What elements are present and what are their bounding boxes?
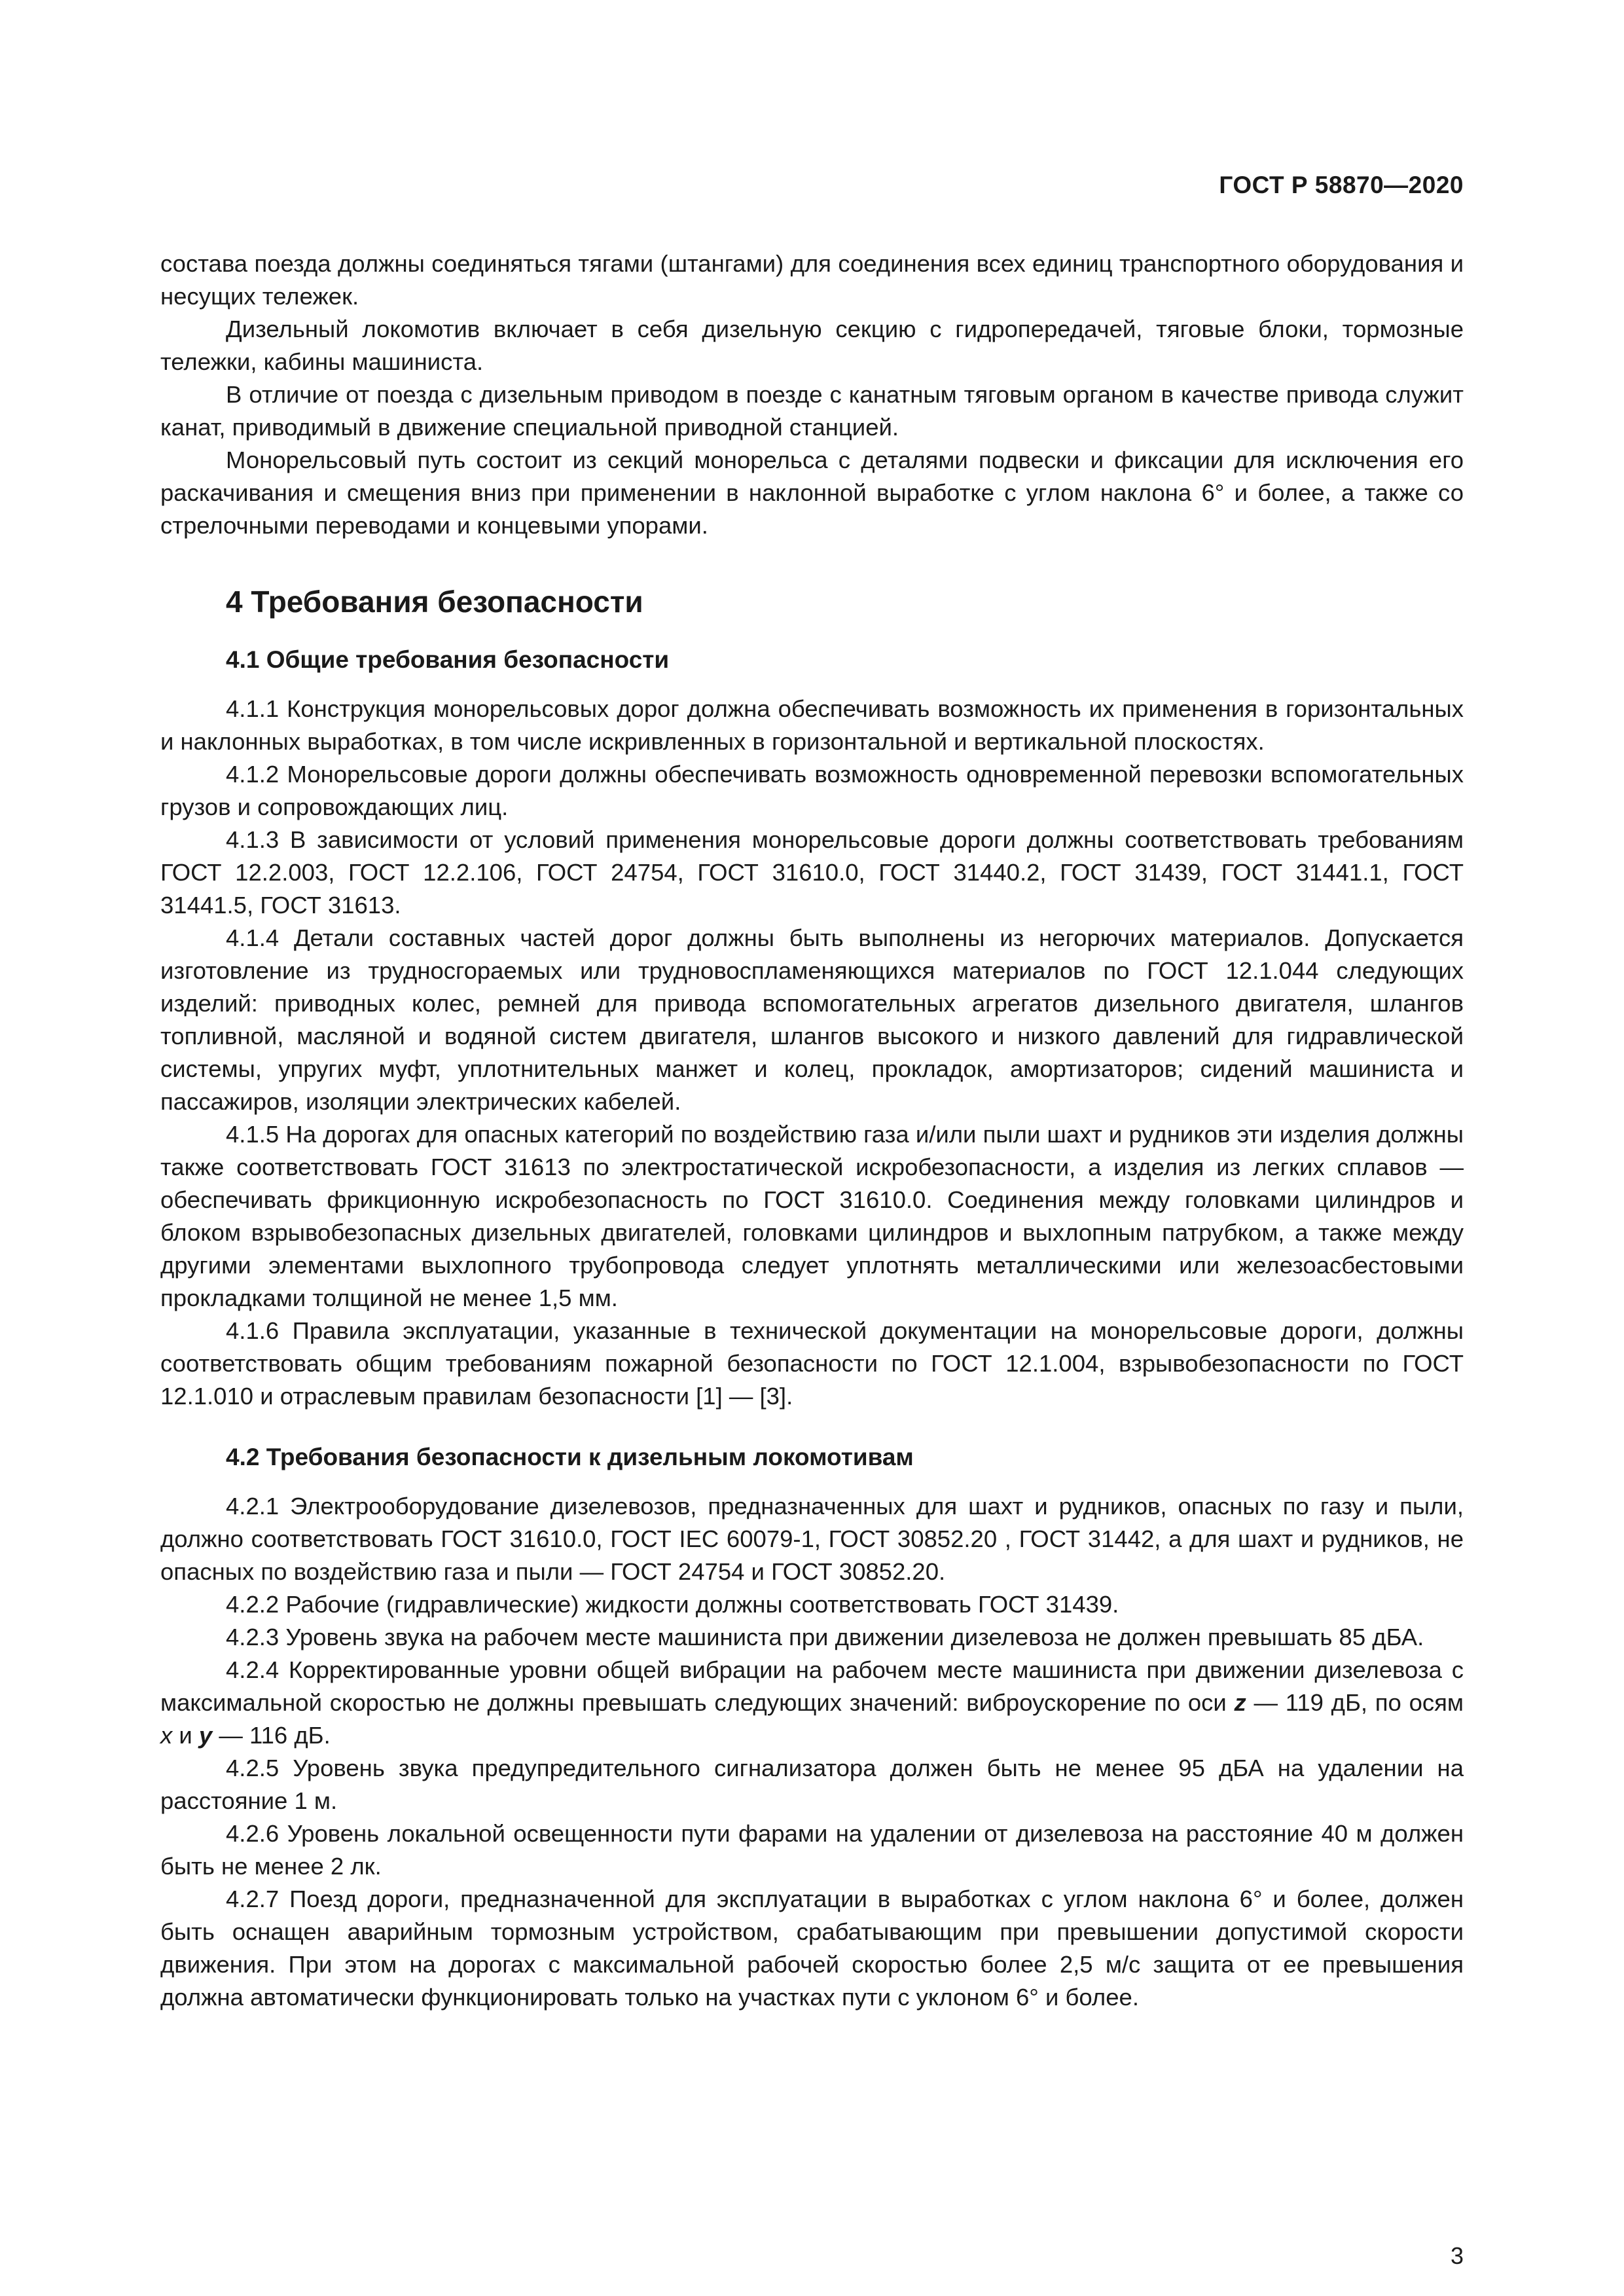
clause-4-1-5: 4.1.5 На дорогах для опасных категорий по воздействию газа и/или пыли шахт и рудников эти изделия должны также соответствовать ГОСТ 31613 по электростатической искробезопасности, а изделия из легких сплавов — обеспечивать фрикционную искробезопасность по ГОСТ 31610.0. Соединения между головками цилиндров и блоком взрывобезопасных дизельных двигателей, головками цилиндров и выхлопным патрубком, а также между другими элементами выхлопного трубопровода следует уплотнять металлическими или железоасбестовыми прокладками толщиной не менее 1,5 мм. (160, 1121, 1464, 1311)
axis-z-label: z (1234, 1689, 1246, 1716)
subsection-heading: 4.2 Требования безопасности к дизельным локомотивам (226, 1444, 914, 1470)
clause-4-2-5: 4.2.5 Уровень звука предупредительного сигнализатора должен быть не менее 95 дБА на удалении на расстояние 1 м. (160, 1755, 1464, 1814)
paragraph: В отличие от поезда с дизельным приводом в поезде с канатным тяговым органом в качестве привода служит канат, приводимый в движение специальной приводной станцией. (160, 381, 1464, 441)
clause-text: — 116 дБ. (212, 1722, 331, 1749)
document-code: ГОСТ Р 58870—2020 (1219, 172, 1464, 198)
subsection-heading: 4.1 Общие требования безопасности (226, 646, 670, 673)
clause-4-2-2: 4.2.2 Рабочие (гидравлические) жидкости должны соответствовать ГОСТ 31439. (226, 1591, 1119, 1618)
clause-4-1-3: 4.1.3 В зависимости от условий применения монорельсовые дороги должны соответствовать требованиям ГОСТ 12.2.003, ГОСТ 12.2.106, ГОСТ 24754, ГОСТ 31610.0, ГОСТ 31440.2, ГОСТ 31439, ГОСТ 31441.1, ГОСТ 31441.5, ГОСТ 31613. (160, 826, 1464, 919)
clause-4-1-6: 4.1.6 Правила эксплуатации, указанные в технической документации на монорельсовые дороги, должны соответствовать общим требованиям пожарной безопасности по ГОСТ 12.1.004, взрывобезопасности по ГОСТ 12.1.010 и отраслевым правилам безопасности [1] — [3]. (160, 1317, 1464, 1410)
axis-y-label: y (198, 1722, 213, 1749)
page-number: 3 (1450, 2242, 1464, 2269)
paragraph: состава поезда должны соединяться тягами (штангами) для соединения всех единиц транспортного оборудования и несущих тележек. (160, 250, 1464, 310)
clause-text: — 119 дБ, по осям (1246, 1689, 1464, 1716)
clause-4-1-4: 4.1.4 Детали составных частей дорог должны быть выполнены из негорючих материалов. Допускается изготовление из трудносгораемых или трудновоспламеняющихся материалов по ГОСТ 12.1.044 следующих изделий: приводных колес, ремней для привода вспомогательных агрегатов дизельного двигателя, шлангов топливной, масляной и водяной систем двигателя, шлангов высокого и низкого давлений для гидравлической системы, упругих муфт, уплотнительных манжет и колец, прокладок, амортизаторов; сидений машиниста и пассажиров, изоляции электрических кабелей. (160, 924, 1464, 1115)
section-heading: 4 Требования безопасности (226, 585, 643, 619)
axis-x-label: x (160, 1722, 173, 1749)
clause-4-2-1: 4.2.1 Электрооборудование дизелевозов, предназначенных для шахт и рудников, опасных по газу и пыли, должно соответствовать ГОСТ 31610.0, ГОСТ IEC 60079-1, ГОСТ 30852.20 , ГОСТ 31442, а для шахт и рудников, не опасных по воздействию газа и пыли — ГОСТ 24754 и ГОСТ 30852.20. (160, 1493, 1464, 1585)
paragraph: Монорельсовый путь состоит из секций монорельса с деталями подвески и фиксации для исключения его раскачивания и смещения вниз при применении в наклонной выработке с углом наклона 6° и более, а также со стрелочными переводами и концевыми упорами. (160, 446, 1464, 539)
clause-4-1-1: 4.1.1 Конструкция монорельсовых дорог должна обеспечивать возможность их применения в горизонтальных и наклонных выработках, в том числе искривленных в горизонтальной и вертикальной плоскостях. (160, 695, 1464, 755)
clause-4-2-3: 4.2.3 Уровень звука на рабочем месте машиниста при движении дизелевоза не должен превышать 85 дБА. (226, 1624, 1424, 1650)
page-content (160, 247, 1464, 2014)
clause-4-1-2: 4.1.2 Монорельсовые дороги должны обеспечивать возможность одновременной перевозки вспомогательных грузов и сопровождающих лиц. (160, 761, 1464, 820)
clause-4-2-4 (160, 1654, 1464, 1752)
clause-4-2-7: 4.2.7 Поезд дороги, предназначенной для эксплуатации в выработках с углом наклона 6° и более, должен быть оснащен аварийным тормозным устройством, срабатывающим при превышении допустимой скорости движения. При этом на дорогах с максимальной рабочей скоростью более 2,5 м/с защита от ее превышения должна автоматически функционировать только на участках пути с уклоном 6° и более. (160, 1886, 1464, 2011)
clause-text: и (172, 1722, 199, 1749)
clause-text: 4.2.4 Корректированные уровни общей вибрации на рабочем месте машиниста при движении дизелевоза с максимальной скоростью не должны превышать следующих значений: виброускорение по оси (160, 1656, 1464, 1716)
clause-4-2-6: 4.2.6 Уровень локальной освещенности пути фарами на удалении от дизелевоза на расстояние 40 м должен быть не менее 2 лк. (160, 1820, 1464, 1880)
paragraph: Дизельный локомотив включает в себя дизельную секцию с гидропередачей, тяговые блоки, тормозные тележки, кабины машиниста. (160, 316, 1464, 375)
